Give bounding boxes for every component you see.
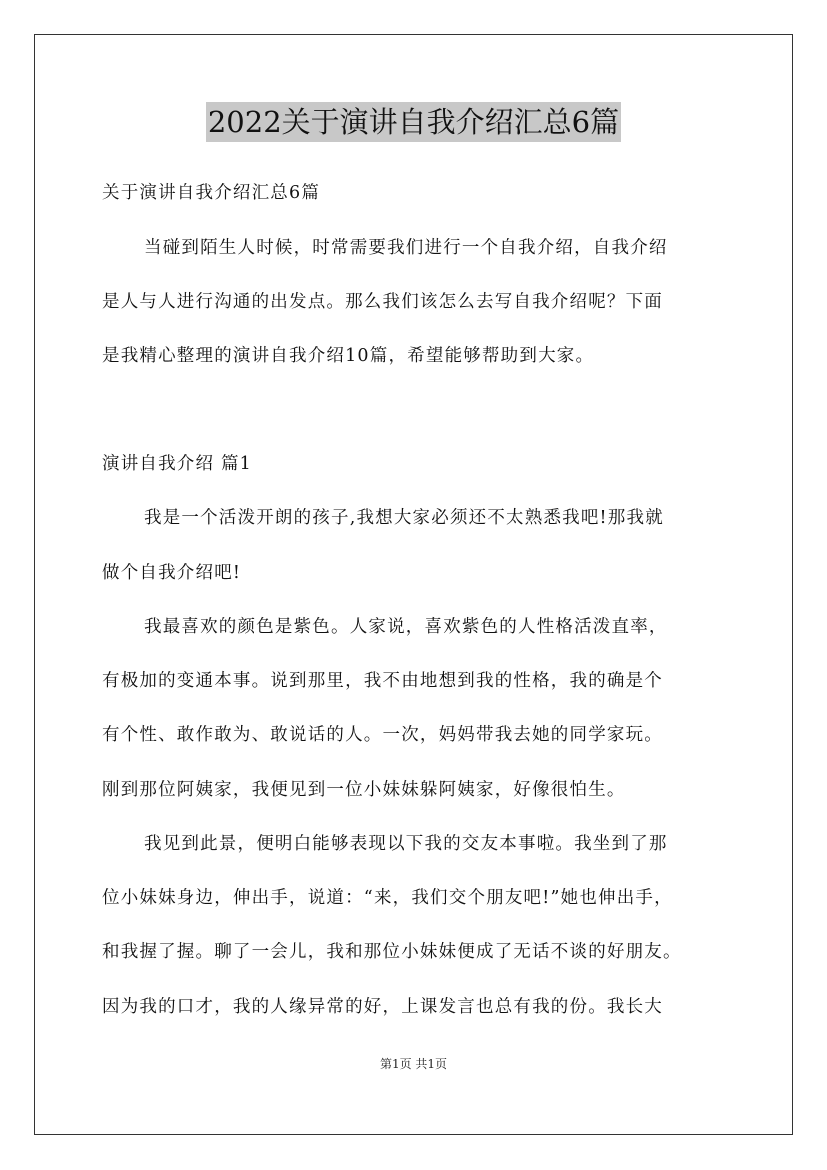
paragraph-line: 我见到此景，便明白能够表现以下我的交友本事啦。我坐到了那 [144, 834, 668, 854]
document-title: 2022关于演讲自我介绍汇总6篇 [206, 102, 621, 142]
paragraph-line: 是我精心整理的演讲自我介绍10篇，希望能够帮助到大家。 [102, 346, 595, 366]
paragraph-line: 我是一个活泼开朗的孩子,我想大家必须还不太熟悉我吧!那我就 [144, 508, 664, 528]
subtitle-line: 关于演讲自我介绍汇总6篇 [102, 183, 321, 203]
paragraph-line: 是人与人进行沟通的出发点。那么我们该怎么去写自我介绍呢？下面 [102, 292, 663, 312]
paragraph-line: 刚到那位阿姨家，我便见到一位小妹妹躲阿姨家，好像很怕生。 [102, 780, 626, 800]
paragraph-line: 当碰到陌生人时候，时常需要我们进行一个自我介绍，自我介绍 [144, 238, 668, 258]
paragraph-line: 做个自我介绍吧! [102, 563, 242, 583]
paragraph-line: 因为我的口才，我的人缘异常的好，上课发言也总有我的份。我长大 [102, 997, 663, 1017]
paragraph-line: 有极加的变通本事。说到那里，我不由地想到我的性格，我的确是个 [102, 671, 663, 691]
paragraph-line: 有个性、敢作敢为、敢说话的人。一次，妈妈带我去她的同学家玩。 [102, 725, 663, 745]
section-heading: 演讲自我介绍 篇1 [102, 454, 252, 474]
title-container [0, 102, 827, 142]
paragraph-line: 和我握了握。聊了一会儿，我和那位小妹妹便成了无话不谈的好朋友。 [102, 942, 682, 962]
paragraph-line: 我最喜欢的颜色是紫色。人家说，喜欢紫色的人性格活泼直率， [144, 617, 668, 637]
page-footer: 第1页 共1页 [379, 1057, 448, 1071]
paragraph-line: 位小妹妹身边，伸出手，说道：“来，我们交个朋友吧!”她也伸出手， [102, 888, 673, 908]
